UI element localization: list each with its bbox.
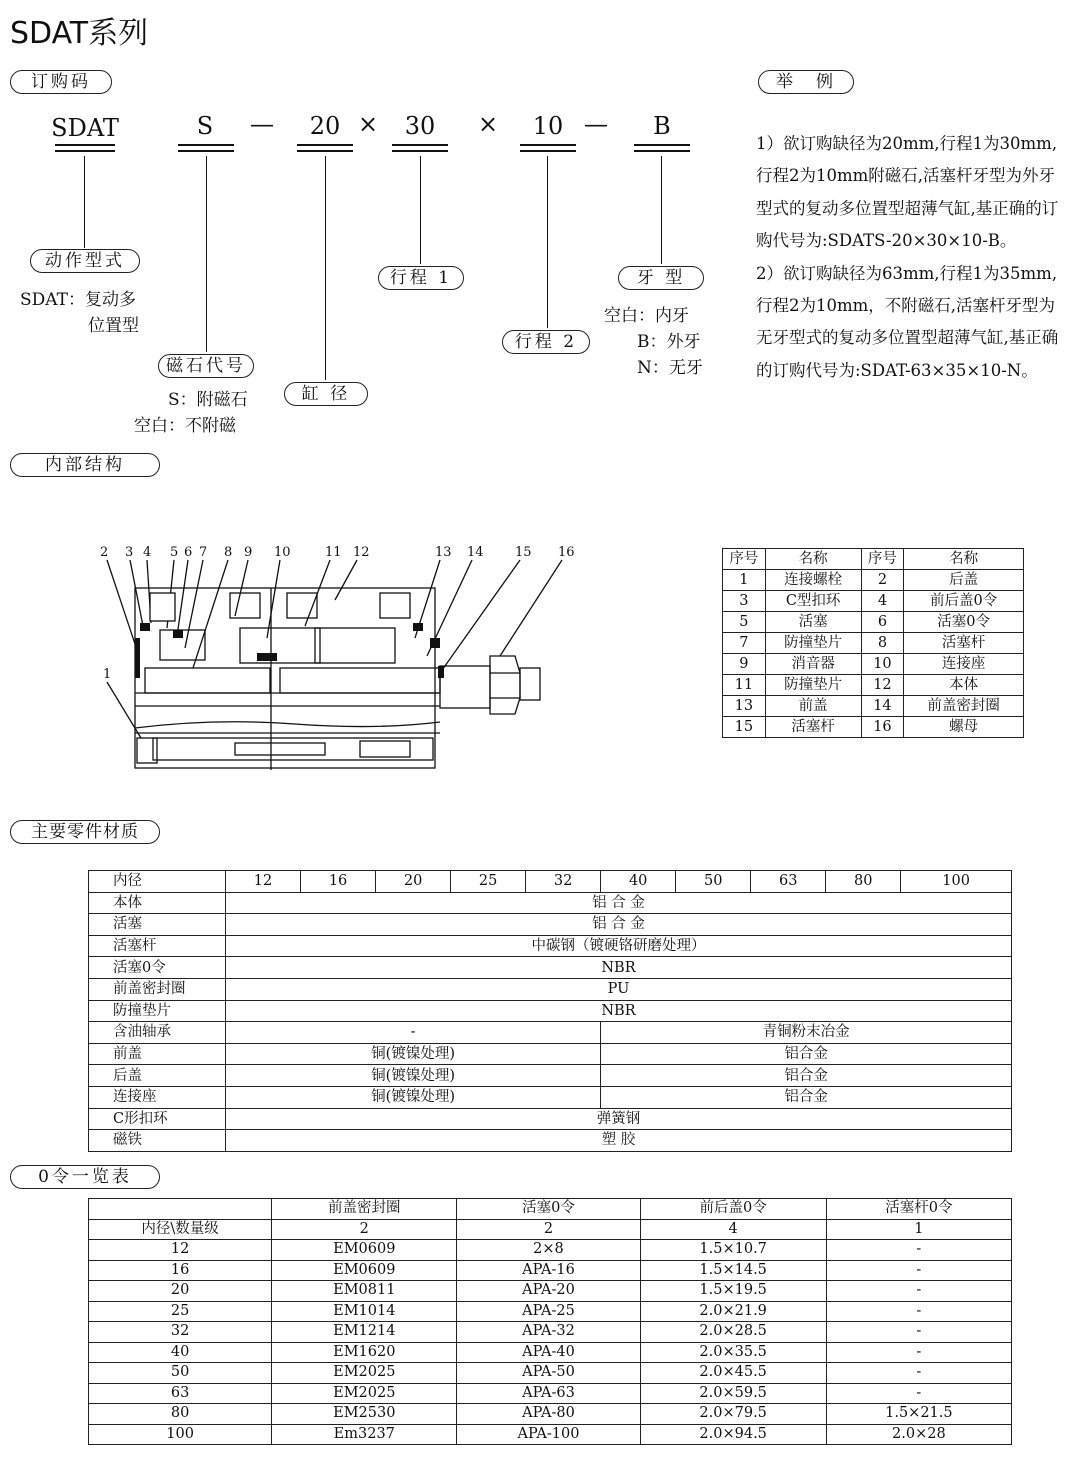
- materials-row: [89, 1022, 1012, 1044]
- material-value-small-bore: 铜(镀镍处理): [226, 1086, 601, 1108]
- part-number: 4: [861, 591, 904, 612]
- code-thread: B: [653, 112, 671, 140]
- callout-1: 1: [103, 667, 112, 682]
- oring-cell: EM1620: [272, 1342, 457, 1363]
- part-name: 防撞垫片: [765, 675, 861, 696]
- part-name: 连接螺栓: [765, 570, 861, 591]
- example-2: 2）欲订购缺径为63mm,行程1为35mm,行程2为10mm，不附磁石,活塞杆牙型为无牙型式的复动多位置型超薄气缸,基正确的订购代号为:SDAT-63×35×10-N。: [756, 263, 1059, 380]
- oring-cell: APA-25: [457, 1301, 640, 1322]
- bore-size: 40: [601, 871, 676, 893]
- oring-cell: EM2025: [272, 1383, 457, 1404]
- code-stroke1-underline: [392, 144, 448, 152]
- part-name: 后盖: [904, 570, 1024, 591]
- code-sdat: SDAT: [51, 114, 119, 142]
- oring-qty-cell: 1: [826, 1219, 1011, 1240]
- oring-cell: 2×8: [457, 1240, 640, 1261]
- materials-row: [89, 914, 1012, 936]
- materials-row: [89, 892, 1012, 914]
- oring-row: [89, 1260, 1012, 1281]
- oring-cell: EM1214: [272, 1322, 457, 1343]
- action-desc-2: 位置型: [88, 316, 139, 336]
- label-thread: 牙 型: [618, 266, 704, 290]
- oring-cell: -: [826, 1363, 1011, 1384]
- part-number: 2: [861, 570, 904, 591]
- times-2: ×: [478, 110, 499, 138]
- bore-size: 32: [526, 871, 601, 893]
- part-name: 防撞垫片: [765, 633, 861, 654]
- parts-table-row: [723, 591, 1024, 612]
- oring-row: [89, 1342, 1012, 1363]
- parts-table-row: [723, 675, 1024, 696]
- materials-row: [89, 1130, 1012, 1152]
- part-name: C型扣环: [765, 591, 861, 612]
- callout-8: 8: [224, 545, 233, 560]
- callout-16: 16: [558, 545, 575, 560]
- oring-cell: EM0811: [272, 1281, 457, 1302]
- callout-13: 13: [435, 545, 452, 560]
- oring-header-row: [89, 1199, 1012, 1220]
- part-label: 前盖: [89, 1043, 226, 1065]
- oring-cell: APA-100: [457, 1424, 640, 1445]
- callout-10: 10: [274, 545, 291, 560]
- bore-size: 12: [226, 871, 301, 893]
- material-value: 铝 合 金: [226, 892, 1012, 914]
- part-name: 前盖密封圈: [904, 696, 1024, 717]
- part-name: 活塞0令: [904, 612, 1024, 633]
- material-value-large-bore: 铝合金: [601, 1086, 1012, 1108]
- oring-qty-cell: 内径\数量级: [89, 1219, 272, 1240]
- bore-size: 63: [751, 871, 826, 893]
- action-desc-1: SDAT：复动多: [20, 290, 136, 310]
- material-value-large-bore: 铝合金: [601, 1043, 1012, 1065]
- oring-cell: 25: [89, 1301, 272, 1322]
- parts-table-row: [723, 696, 1024, 717]
- oring-cell: 2.0×94.5: [640, 1424, 826, 1445]
- header-name: 名称: [904, 549, 1024, 570]
- part-number: 16: [861, 717, 904, 738]
- oring-cell: 1.5×21.5: [826, 1404, 1011, 1425]
- part-number: 10: [861, 654, 904, 675]
- label-action: 动作型式: [30, 249, 140, 273]
- dash-1: —: [250, 110, 274, 138]
- bore-size: 100: [901, 871, 1012, 893]
- oring-cell: 40: [89, 1342, 272, 1363]
- label-magnet: 磁石代号: [158, 354, 254, 378]
- thread-b: B：外牙: [637, 332, 701, 352]
- section-example: 举 例: [758, 70, 854, 94]
- section-internal: 内部结构: [10, 453, 160, 477]
- part-number: 5: [723, 612, 766, 633]
- material-value-large-bore: 铝合金: [601, 1065, 1012, 1087]
- header-name: 名称: [765, 549, 861, 570]
- material-value-small-bore: 铜(镀镍处理): [226, 1043, 601, 1065]
- section-oring: 0令一览表: [10, 1165, 160, 1189]
- parts-table-row: [723, 654, 1024, 675]
- oring-row: [89, 1383, 1012, 1404]
- part-number: 9: [723, 654, 766, 675]
- oring-cell: -: [826, 1281, 1011, 1302]
- material-value: 中碳钢（镀硬铬研磨处理）: [226, 935, 1012, 957]
- callout-3: 3: [125, 545, 134, 560]
- oring-cell: 2.0×28: [826, 1424, 1011, 1445]
- materials-header-row: [89, 871, 1012, 893]
- parts-table-row: [723, 570, 1024, 591]
- materials-table: [88, 870, 1012, 1152]
- callout-4: 4: [143, 545, 152, 560]
- magnet-blank: 空白：不附磁: [134, 416, 236, 436]
- oring-cell: -: [826, 1322, 1011, 1343]
- oring-row: [89, 1281, 1012, 1302]
- parts-table-row: [723, 612, 1024, 633]
- oring-cell: -: [826, 1301, 1011, 1322]
- oring-cell: Em3237: [272, 1424, 457, 1445]
- oring-cell: APA-32: [457, 1322, 640, 1343]
- part-name: 连接座: [904, 654, 1024, 675]
- header-no: 序号: [723, 549, 766, 570]
- header-no: 序号: [861, 549, 904, 570]
- examples-block: [756, 128, 1066, 387]
- materials-row: [89, 1000, 1012, 1022]
- oring-row: [89, 1363, 1012, 1384]
- oring-header-cell: 前盖密封圈: [272, 1199, 457, 1220]
- material-value-small-bore: -: [226, 1022, 601, 1044]
- part-number: 7: [723, 633, 766, 654]
- oring-cell: EM2025: [272, 1363, 457, 1384]
- oring-qty-cell: 2: [272, 1219, 457, 1240]
- material-value: NBR: [226, 957, 1012, 979]
- material-value: 铝 合 金: [226, 914, 1012, 936]
- leader-action: [84, 156, 85, 248]
- material-value: PU: [226, 978, 1012, 1000]
- oring-cell: APA-50: [457, 1363, 640, 1384]
- part-number: 1: [723, 570, 766, 591]
- part-label: 防撞垫片: [89, 1000, 226, 1022]
- oring-cell: 2.0×35.5: [640, 1342, 826, 1363]
- oring-cell: EM0609: [272, 1240, 457, 1261]
- callout-14: 14: [467, 545, 484, 560]
- oring-cell: 2.0×79.5: [640, 1404, 826, 1425]
- example-1: 1）欲订购缺径为20mm,行程1为30mm,行程2为10mm附磁石,活塞杆牙型为外牙型式的复动多位置型超薄气缸,基正确的订购代号为:SDATS-20×30×10-B。: [756, 134, 1059, 251]
- part-number: 11: [723, 675, 766, 696]
- material-value: NBR: [226, 1000, 1012, 1022]
- materials-row: [89, 957, 1012, 979]
- oring-cell: APA-63: [457, 1383, 640, 1404]
- leader-stroke2: [547, 156, 548, 328]
- callout-11: 11: [325, 545, 342, 560]
- part-name: 本体: [904, 675, 1024, 696]
- bore-size: 25: [451, 871, 526, 893]
- leader-stroke1: [420, 156, 421, 264]
- oring-row: [89, 1301, 1012, 1322]
- cylinder-cross-section-diagram: [95, 538, 595, 778]
- bore-label: 内径: [89, 871, 226, 893]
- leader-magnet: [206, 156, 207, 352]
- oring-cell: 1.5×14.5: [640, 1260, 826, 1281]
- code-bore-underline: [297, 144, 353, 152]
- code-bore: 20: [309, 112, 341, 140]
- bore-size: 80: [826, 871, 901, 893]
- part-label: 前盖密封圈: [89, 978, 226, 1000]
- part-label: 本体: [89, 892, 226, 914]
- oring-cell: EM2530: [272, 1404, 457, 1425]
- bore-size: 16: [301, 871, 376, 893]
- oring-row: [89, 1404, 1012, 1425]
- part-label: 磁铁: [89, 1130, 226, 1152]
- code-thread-underline: [634, 144, 690, 152]
- material-value: 塑 胶: [226, 1130, 1012, 1152]
- dash-2: —: [584, 110, 608, 138]
- thread-blank: 空白：内牙: [604, 306, 689, 326]
- oring-cell: -: [826, 1240, 1011, 1261]
- oring-cell: EM0609: [272, 1260, 457, 1281]
- materials-row: [89, 1086, 1012, 1108]
- callout-7: 7: [199, 545, 208, 560]
- section-order-code: 订购码: [10, 70, 112, 94]
- materials-row: [89, 1043, 1012, 1065]
- part-name: 螺母: [904, 717, 1024, 738]
- part-name: 活塞杆: [765, 717, 861, 738]
- oring-cell: 16: [89, 1260, 272, 1281]
- callout-9: 9: [244, 545, 253, 560]
- section-materials: 主要零件材质: [10, 820, 160, 844]
- oring-cell: 1.5×19.5: [640, 1281, 826, 1302]
- part-number: 8: [861, 633, 904, 654]
- materials-row: [89, 1065, 1012, 1087]
- code-stroke1: 30: [404, 112, 436, 140]
- oring-cell: APA-80: [457, 1404, 640, 1425]
- oring-row: [89, 1240, 1012, 1261]
- code-stroke2-underline: [520, 144, 576, 152]
- oring-cell: -: [826, 1342, 1011, 1363]
- code-magnet-underline: [178, 144, 234, 152]
- code-sdat-underline: [55, 144, 115, 152]
- oring-cell: -: [826, 1260, 1011, 1281]
- materials-row: [89, 935, 1012, 957]
- part-label: 后盖: [89, 1065, 226, 1087]
- oring-cell: 1.5×10.7: [640, 1240, 826, 1261]
- magnet-s: S：附磁石: [168, 390, 248, 410]
- callout-15: 15: [515, 545, 532, 560]
- times-1: ×: [358, 110, 379, 138]
- part-number: 3: [723, 591, 766, 612]
- material-value-large-bore: 青铜粉末冶金: [601, 1022, 1012, 1044]
- oring-cell: 32: [89, 1322, 272, 1343]
- oring-table: [88, 1198, 1012, 1445]
- part-label: 含油轴承: [89, 1022, 226, 1044]
- part-name: 前后盖0令: [904, 591, 1024, 612]
- oring-header-cell: 前后盖0令: [640, 1199, 826, 1220]
- part-number: 6: [861, 612, 904, 633]
- parts-table-row: [723, 633, 1024, 654]
- bore-size: 20: [376, 871, 451, 893]
- materials-row: [89, 1108, 1012, 1130]
- oring-cell: 80: [89, 1404, 272, 1425]
- part-name: 前盖: [765, 696, 861, 717]
- material-value-small-bore: 铜(镀镍处理): [226, 1065, 601, 1087]
- callout-12: 12: [353, 545, 370, 560]
- part-number: 12: [861, 675, 904, 696]
- oring-header-cell: [89, 1199, 272, 1220]
- part-label: 活塞0令: [89, 957, 226, 979]
- part-label: 活塞: [89, 914, 226, 936]
- oring-row: [89, 1322, 1012, 1343]
- bore-size: 50: [676, 871, 751, 893]
- oring-qty-row: [89, 1219, 1012, 1240]
- part-name: 活塞: [765, 612, 861, 633]
- oring-cell: 2.0×21.9: [640, 1301, 826, 1322]
- leader-bore: [325, 156, 326, 380]
- oring-cell: 50: [89, 1363, 272, 1384]
- leader-thread: [661, 156, 662, 264]
- oring-cell: 2.0×59.5: [640, 1383, 826, 1404]
- oring-cell: 2.0×45.5: [640, 1363, 826, 1384]
- oring-cell: 20: [89, 1281, 272, 1302]
- part-name: 消音器: [765, 654, 861, 675]
- label-stroke2: 行程 2: [502, 330, 590, 354]
- oring-qty-cell: 4: [640, 1219, 826, 1240]
- oring-cell: 12: [89, 1240, 272, 1261]
- thread-n: N：无牙: [637, 358, 703, 378]
- oring-qty-cell: 2: [457, 1219, 640, 1240]
- part-label: 连接座: [89, 1086, 226, 1108]
- parts-table-header: [723, 549, 1024, 570]
- oring-cell: 100: [89, 1424, 272, 1445]
- oring-cell: -: [826, 1383, 1011, 1404]
- oring-cell: 2.0×28.5: [640, 1322, 826, 1343]
- part-label: C形扣环: [89, 1108, 226, 1130]
- oring-header-cell: 活塞0令: [457, 1199, 640, 1220]
- part-label: 活塞杆: [89, 935, 226, 957]
- oring-cell: APA-16: [457, 1260, 640, 1281]
- oring-row: [89, 1424, 1012, 1445]
- code-stroke2: 10: [532, 112, 564, 140]
- oring-header-cell: 活塞杆0令: [826, 1199, 1011, 1220]
- oring-cell: APA-20: [457, 1281, 640, 1302]
- page-title: SDAT系列: [10, 16, 149, 51]
- part-number: 14: [861, 696, 904, 717]
- label-bore: 缸 径: [284, 382, 368, 406]
- callout-2: 2: [100, 545, 109, 560]
- callout-6: 6: [184, 545, 193, 560]
- label-stroke1: 行程 1: [378, 266, 464, 290]
- oring-cell: 63: [89, 1383, 272, 1404]
- parts-table-row: [723, 717, 1024, 738]
- materials-row: [89, 978, 1012, 1000]
- callout-5: 5: [170, 545, 179, 560]
- parts-table: [722, 548, 1024, 738]
- part-number: 13: [723, 696, 766, 717]
- part-number: 15: [723, 717, 766, 738]
- part-name: 活塞杆: [904, 633, 1024, 654]
- material-value: 弹簧钢: [226, 1108, 1012, 1130]
- oring-cell: EM1014: [272, 1301, 457, 1322]
- code-magnet: S: [196, 112, 214, 140]
- oring-cell: APA-40: [457, 1342, 640, 1363]
